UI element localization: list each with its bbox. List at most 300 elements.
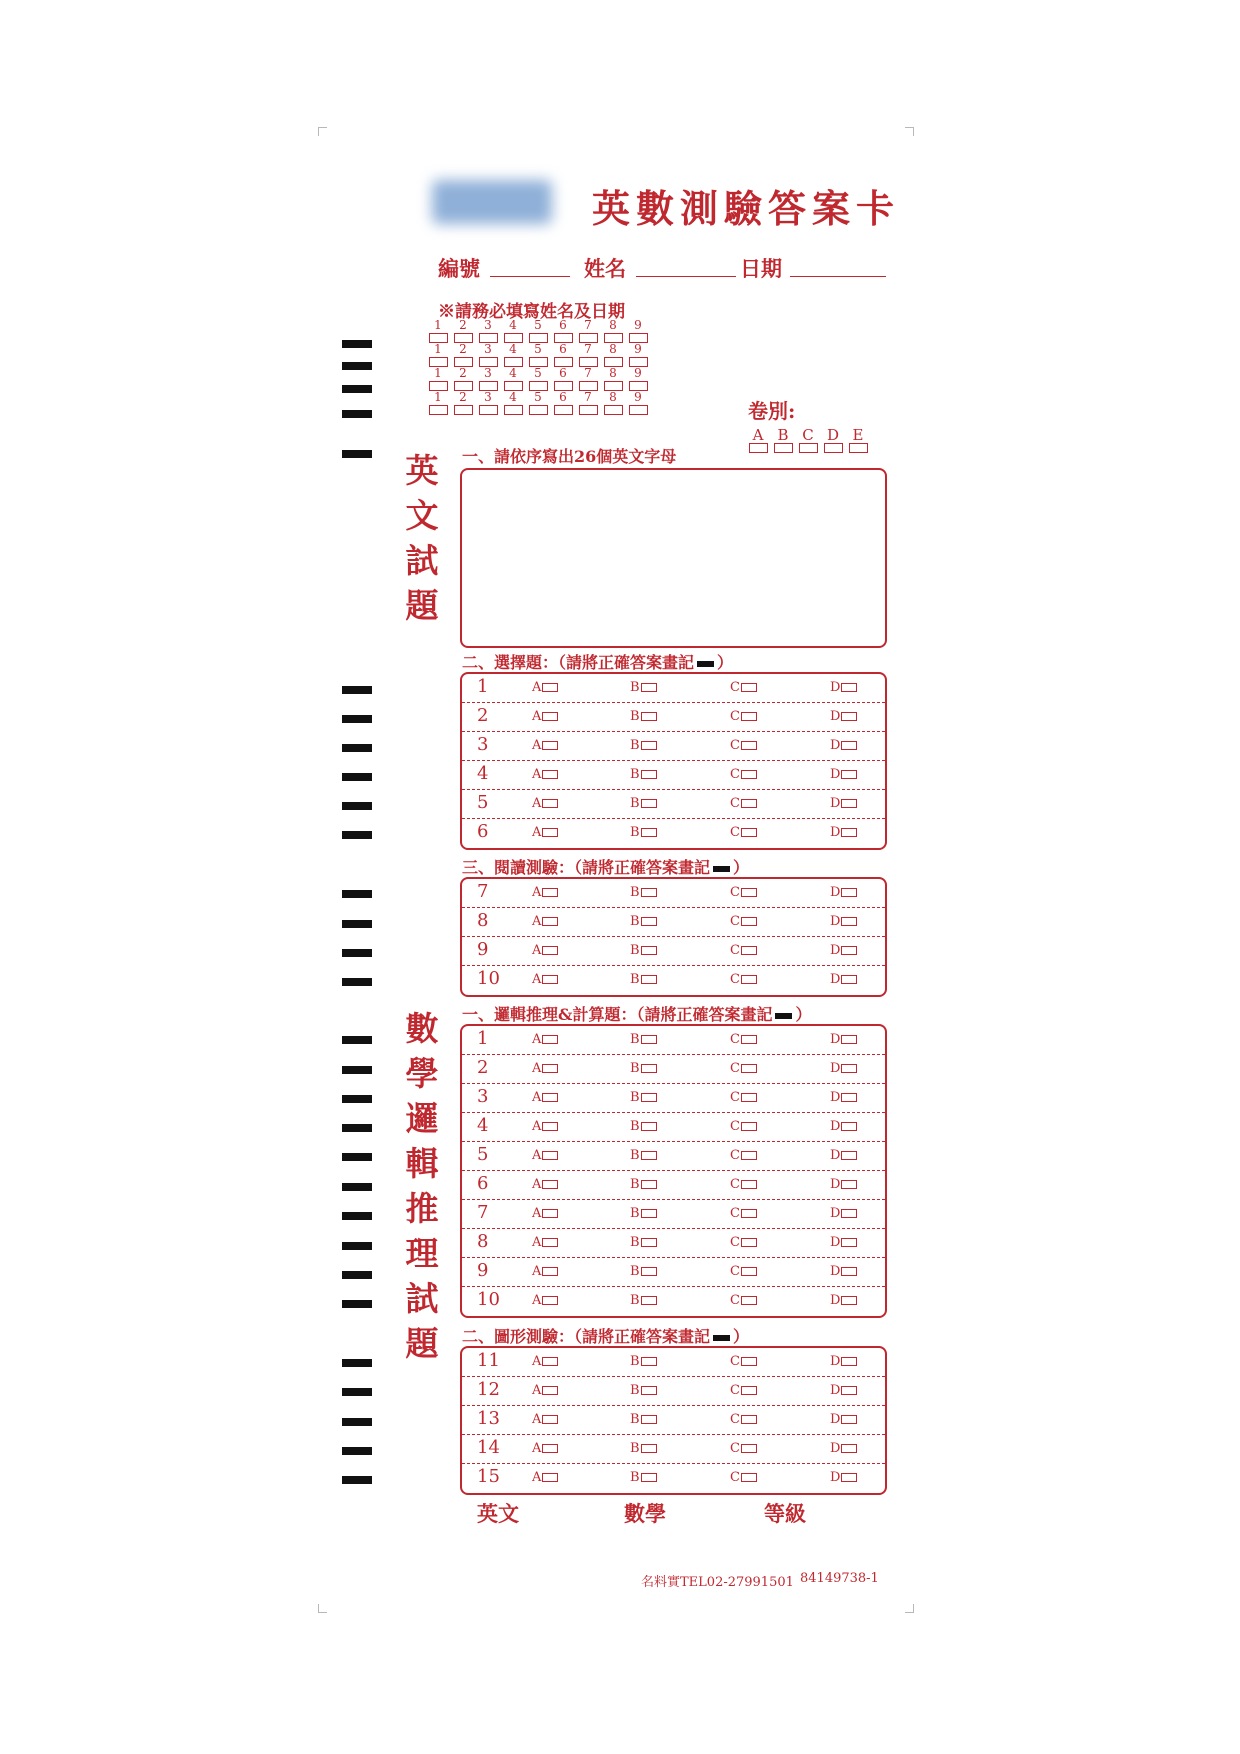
bubble-box [841,1386,857,1395]
option-letter: D [830,796,841,811]
id-digit-bubble[interactable] [453,390,478,418]
answer-option-a[interactable] [532,943,558,958]
timing-mark [342,802,372,810]
answer-option-a[interactable] [532,1090,558,1105]
option-letter: B [630,914,640,929]
answer-option-c[interactable] [730,885,757,900]
answer-option-a[interactable] [532,1119,558,1134]
paper-type-options [748,426,873,456]
timing-mark [342,1418,372,1426]
option-letter: D [830,1293,841,1308]
id-digit-bubble[interactable] [628,390,653,418]
answer-option-d[interactable] [830,1206,857,1221]
bubble-box [641,741,657,750]
id-digit-bubble[interactable] [528,390,553,418]
vertical-title-char: 文 [405,496,439,535]
date-field[interactable] [790,276,886,277]
bubble-box [641,1267,657,1276]
option-letter: B [630,825,640,840]
bubble-box [641,888,657,897]
answer-option-b[interactable] [630,914,657,929]
bubble-box [641,1386,657,1395]
answer-option-b[interactable] [630,1177,657,1192]
bubble-box [841,1122,857,1131]
bubble-box [542,1035,558,1044]
id-digit-label: 2 [459,366,467,380]
answer-option-b[interactable] [630,1383,657,1398]
bubble-box [629,405,648,415]
bubble-box [841,917,857,926]
id-digit-label: 7 [584,390,592,404]
answer-option-a[interactable] [532,738,558,753]
answer-option-b[interactable] [630,943,657,958]
answer-option-a[interactable] [532,1177,558,1192]
question-row [462,937,885,966]
answer-option-b[interactable] [630,738,657,753]
answer-option-b[interactable] [630,972,657,987]
answer-option-d[interactable] [830,1412,857,1427]
bubble-box [641,1296,657,1305]
id-digit-bubble[interactable] [478,390,503,418]
id-digit-label: 7 [584,366,592,380]
answer-option-c[interactable] [730,767,757,782]
question-row [462,1055,885,1084]
bubble-box [542,799,558,808]
question-row [462,1200,885,1229]
mark-sample-icon [775,1013,792,1019]
question-number: 3 [477,1086,489,1107]
option-letter: B [630,796,640,811]
bubble-box [641,1035,657,1044]
paper-type-bubble[interactable] [823,426,848,456]
question-number: 15 [477,1466,500,1487]
timing-mark [342,1036,372,1044]
score-label-math: 數學 [624,1501,666,1526]
bubble-box [841,888,857,897]
question-number: 3 [477,734,489,755]
answer-option-c[interactable] [730,1264,757,1279]
bubble-box [641,1357,657,1366]
answer-option-d[interactable] [830,1177,857,1192]
answer-option-d[interactable] [830,709,857,724]
fill-notice: ※請務必填寫姓名及日期 [438,302,625,322]
question-number: 2 [477,705,489,726]
bubble-box [749,443,768,453]
answer-option-d[interactable] [830,1441,857,1456]
mark-sample-icon [713,866,730,872]
bubble-box [741,1238,757,1247]
bubble-box [841,683,857,692]
answer-option-d[interactable] [830,1293,857,1308]
answer-option-b[interactable] [630,1293,657,1308]
answer-option-b[interactable] [630,1354,657,1369]
timing-mark [342,450,372,458]
bubble-box [641,1151,657,1160]
bubble-box [741,975,757,984]
option-letter: B [630,1470,640,1485]
option-letter: D [830,1235,841,1250]
question-number: 14 [477,1437,500,1458]
bubble-box [542,683,558,692]
paper-type-bubble[interactable] [848,426,873,456]
crop-mark-bottom-left [318,1604,327,1613]
paper-type-bubble[interactable] [748,426,773,456]
question-number: 9 [477,1260,489,1281]
answer-option-c[interactable] [730,1441,757,1456]
question-row [462,908,885,937]
option-letter: D [830,825,841,840]
math-logic-box [460,1024,887,1318]
answer-option-d[interactable] [830,943,857,958]
answer-option-d[interactable] [830,1119,857,1134]
question-row [462,1377,885,1406]
id-digit-bubble[interactable] [428,390,453,418]
id-digit-label: 8 [609,390,617,404]
option-letter: C [730,1441,740,1456]
answer-option-d[interactable] [830,1264,857,1279]
question-number: 10 [477,968,500,989]
id-digit-label: 4 [509,318,517,332]
answer-option-c[interactable] [730,796,757,811]
answer-option-d[interactable] [830,796,857,811]
option-letter: A [532,767,542,782]
id-digit-label: 9 [634,318,642,332]
answer-option-d[interactable] [830,885,857,900]
paper-type-option-label: D [826,426,840,444]
answer-option-d[interactable] [830,1032,857,1047]
answer-option-c[interactable] [730,738,757,753]
option-letter: D [830,1061,841,1076]
answer-option-c[interactable] [730,1177,757,1192]
publisher-info: 名料實TEL02-27991501 [641,1575,794,1590]
option-letter: A [532,1470,542,1485]
bubble-box [479,405,498,415]
option-letter: B [630,1032,640,1047]
answer-option-a[interactable] [532,1264,558,1279]
question-number: 8 [477,910,489,931]
answer-option-b[interactable] [630,1061,657,1076]
option-letter: C [730,680,740,695]
timing-mark [342,890,372,898]
timing-mark [342,1153,372,1161]
question-row [462,1084,885,1113]
timing-mark [342,1388,372,1396]
answer-option-c[interactable] [730,943,757,958]
answer-option-d[interactable] [830,1470,857,1485]
answer-option-b[interactable] [630,767,657,782]
option-letter: A [532,738,542,753]
answer-option-c[interactable] [730,972,757,987]
option-letter: B [630,738,640,753]
answer-option-b[interactable] [630,1206,657,1221]
answer-option-d[interactable] [830,914,857,929]
bubble-box [542,1415,558,1424]
option-letter: C [730,1090,740,1105]
paper-type-option-label: B [777,426,789,444]
answer-option-a[interactable] [532,680,558,695]
answer-option-c[interactable] [730,1148,757,1163]
answer-option-c[interactable] [730,709,757,724]
option-letter: D [830,885,841,900]
answer-option-d[interactable] [830,1383,857,1398]
option-letter: A [532,914,542,929]
answer-option-c[interactable] [730,1470,757,1485]
answer-option-c[interactable] [730,1206,757,1221]
answer-option-b[interactable] [630,1470,657,1485]
option-letter: B [630,709,640,724]
alphabet-writing-box[interactable] [460,468,887,648]
question-row [462,1435,885,1464]
bubble-box [741,917,757,926]
answer-option-c[interactable] [730,914,757,929]
question-row [462,1113,885,1142]
answer-option-c[interactable] [730,1235,757,1250]
question-row [462,761,885,790]
bubble-box [741,1473,757,1482]
score-label-english: 英文 [477,1501,519,1526]
answer-option-a[interactable] [532,972,558,987]
bubble-box [542,1093,558,1102]
id-digit-label: 5 [534,390,542,404]
answer-option-c[interactable] [730,1119,757,1134]
id-digit-label: 1 [434,366,442,380]
option-letter: D [830,1470,841,1485]
answer-option-d[interactable] [830,1090,857,1105]
bubble-box [841,1151,857,1160]
bubble-box [542,975,558,984]
question-row [462,732,885,761]
option-letter: D [830,738,841,753]
question-row [462,879,885,908]
bubble-box [542,1209,558,1218]
option-letter: C [730,709,740,724]
answer-option-b[interactable] [630,1235,657,1250]
answer-option-c[interactable] [730,1090,757,1105]
question-row [462,819,885,848]
answer-option-c[interactable] [730,1061,757,1076]
answer-option-a[interactable] [532,1061,558,1076]
answer-option-a[interactable] [532,767,558,782]
id-digit-label: 3 [484,366,492,380]
crop-mark-top-left [318,127,327,136]
bubble-box [529,405,548,415]
answer-option-a[interactable] [532,796,558,811]
answer-option-a[interactable] [532,1235,558,1250]
id-digit-label: 1 [434,342,442,356]
bubble-box [741,1444,757,1453]
question-number: 4 [477,1115,489,1136]
id-digit-label: 3 [484,390,492,404]
answer-option-b[interactable] [630,1441,657,1456]
answer-option-b[interactable] [630,825,657,840]
paper-type-option-label: E [852,426,864,444]
answer-option-a[interactable] [532,1032,558,1047]
vertical-title-char: 試 [405,541,439,580]
answer-option-b[interactable] [630,885,657,900]
answer-option-b[interactable] [630,1119,657,1134]
timing-mark [342,1359,372,1367]
answer-option-d[interactable] [830,1148,857,1163]
question-number: 2 [477,1057,489,1078]
answer-option-a[interactable] [532,1354,558,1369]
id-digit-label: 5 [534,318,542,332]
answer-option-a[interactable] [532,709,558,724]
timing-mark [342,1300,372,1308]
mark-sample-icon [697,661,714,667]
answer-option-a[interactable] [532,825,558,840]
question-row [462,674,885,703]
answer-option-c[interactable] [730,1032,757,1047]
option-letter: B [630,1061,640,1076]
option-letter: C [730,1470,740,1485]
option-letter: C [730,1061,740,1076]
bubble-box [641,1064,657,1073]
question-row [462,1348,885,1377]
name-field[interactable] [636,276,736,277]
answer-option-d[interactable] [830,825,857,840]
question-row [462,1464,885,1493]
answer-option-d[interactable] [830,1354,857,1369]
question-row [462,1026,885,1055]
timing-mark [342,410,372,418]
option-letter: D [830,1354,841,1369]
option-letter: C [730,1412,740,1427]
vertical-title-char: 邏 [405,1099,439,1138]
option-letter: C [730,972,740,987]
answer-option-b[interactable] [630,796,657,811]
answer-option-d[interactable] [830,767,857,782]
vertical-title-char: 推 [405,1189,439,1228]
option-letter: C [730,1383,740,1398]
id-digit-label: 4 [509,366,517,380]
answer-option-d[interactable] [830,680,857,695]
option-letter: C [730,1148,740,1163]
id-digit-label: 5 [534,366,542,380]
answer-option-c[interactable] [730,1293,757,1308]
blurred-logo [432,180,552,224]
answer-option-a[interactable] [532,1470,558,1485]
option-letter: B [630,943,640,958]
question-number: 5 [477,792,489,813]
answer-option-a[interactable] [532,914,558,929]
answer-option-c[interactable] [730,825,757,840]
answer-option-b[interactable] [630,1412,657,1427]
answer-option-b[interactable] [630,709,657,724]
bubble-box [741,1035,757,1044]
id-digit-bubble[interactable] [578,390,603,418]
bubble-box [542,1151,558,1160]
option-letter: C [730,1032,740,1047]
timing-mark [342,1242,372,1250]
option-letter: A [532,1148,542,1163]
option-letter: C [730,796,740,811]
bubble-box [841,1035,857,1044]
english-vertical-title [400,448,444,628]
answer-option-a[interactable] [532,1383,558,1398]
answer-option-a[interactable] [532,1412,558,1427]
timing-mark [342,744,372,752]
answer-option-a[interactable] [532,1293,558,1308]
answer-option-d[interactable] [830,738,857,753]
option-letter: B [630,1412,640,1427]
option-letter: B [630,767,640,782]
bubble-box [641,1209,657,1218]
crop-mark-bottom-right [905,1604,914,1613]
answer-option-b[interactable] [630,1090,657,1105]
bubble-box [741,712,757,721]
answer-option-d[interactable] [830,972,857,987]
timing-mark [342,920,372,928]
paper-type-bubble[interactable] [798,426,823,456]
paper-type-option-label: C [802,426,814,444]
bubble-box [641,1444,657,1453]
bubble-box [841,1357,857,1366]
answer-option-b[interactable] [630,1148,657,1163]
bubble-box [824,443,843,453]
answer-option-b[interactable] [630,680,657,695]
bubble-box [542,712,558,721]
paper-type-bubble[interactable] [773,426,798,456]
answer-option-c[interactable] [730,680,757,695]
id-digit-bubble[interactable] [553,390,578,418]
answer-option-b[interactable] [630,1032,657,1047]
vertical-title-char: 學 [405,1054,439,1093]
mark-sample-icon [713,1335,730,1341]
id-digit-bubble[interactable] [503,390,528,418]
answer-option-b[interactable] [630,1264,657,1279]
answer-option-a[interactable] [532,1148,558,1163]
answer-option-a[interactable] [532,885,558,900]
vertical-title-char: 數 [405,1009,439,1048]
option-letter: C [730,825,740,840]
timing-mark [342,385,372,393]
bubble-box [741,1209,757,1218]
id-digit-bubble[interactable] [603,390,628,418]
timing-mark [342,1183,372,1191]
bubble-box [542,1296,558,1305]
answer-option-c[interactable] [730,1354,757,1369]
id-digit-label: 9 [634,390,642,404]
bubble-box [799,443,818,453]
question-number: 13 [477,1408,500,1429]
answer-option-a[interactable] [532,1206,558,1221]
paper-type-label: 卷別: [748,399,796,423]
english-section3-label: 三、閱讀測驗：（請將正確答案畫記 ） [462,858,750,877]
option-letter: B [630,1293,640,1308]
option-letter: B [630,1206,640,1221]
vertical-title-char: 試 [405,1279,439,1318]
option-letter: A [532,1354,542,1369]
answer-option-d[interactable] [830,1061,857,1076]
timing-mark [342,686,372,694]
bubble-box [741,1415,757,1424]
bubble-box [641,1415,657,1424]
id-digit-label: 3 [484,342,492,356]
option-letter: A [532,1090,542,1105]
id-field[interactable] [490,276,570,277]
bubble-box [542,1473,558,1482]
answer-option-c[interactable] [730,1383,757,1398]
answer-option-c[interactable] [730,1412,757,1427]
timing-mark [342,949,372,957]
math-section1-label: 一、邏輯推理&計算題：（請將正確答案畫記 ） [462,1005,812,1024]
bubble-box [542,917,558,926]
paper-type-option-label: A [752,426,764,444]
answer-option-d[interactable] [830,1235,857,1250]
answer-option-a[interactable] [532,1441,558,1456]
option-letter: A [532,1235,542,1250]
bubble-box [641,770,657,779]
